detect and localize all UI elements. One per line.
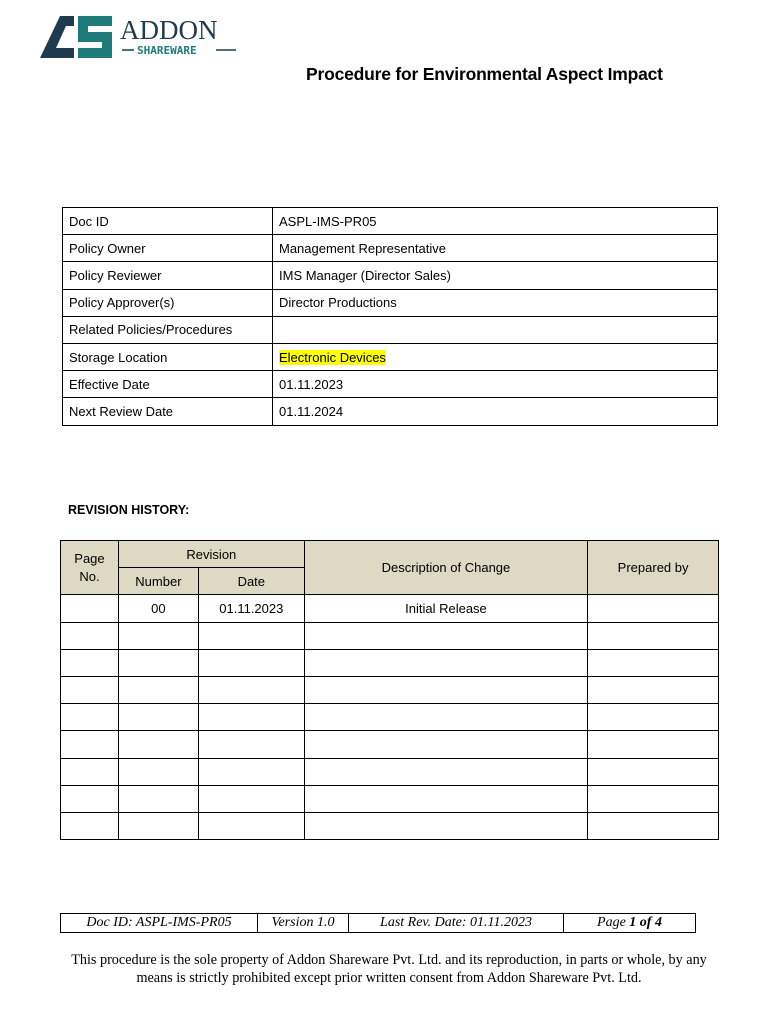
revision-cell-date	[198, 676, 304, 703]
revision-cell-page	[61, 812, 119, 839]
revision-cell-page	[61, 676, 119, 703]
revision-cell-page	[61, 622, 119, 649]
revision-cell-prepared-by	[588, 622, 719, 649]
revision-cell-prepared-by	[588, 731, 719, 758]
svg-text:SHAREWARE: SHAREWARE	[137, 44, 197, 57]
footer-page-of: of	[636, 915, 655, 930]
doc-info-row	[63, 371, 718, 398]
doc-info-label: Storage Location	[63, 343, 273, 370]
revision-cell-prepared-by	[588, 812, 719, 839]
revision-cell-number	[118, 731, 198, 758]
doc-info-label: Policy Reviewer	[63, 262, 273, 289]
doc-info-value	[273, 343, 718, 370]
revision-cell-description	[304, 758, 587, 785]
header-number: Number	[118, 568, 198, 595]
header-prepared-by: Prepared by	[588, 541, 719, 595]
revision-cell-page	[61, 758, 119, 785]
revision-cell-description	[304, 676, 587, 703]
doc-info-label: Next Review Date	[63, 398, 273, 425]
doc-info-row	[63, 316, 718, 343]
table-row	[61, 622, 719, 649]
revision-cell-number	[118, 812, 198, 839]
doc-info-label: Effective Date	[63, 371, 273, 398]
table-row	[61, 676, 719, 703]
footer-page-current: 1	[629, 915, 637, 930]
revision-cell-description	[304, 622, 587, 649]
table-row	[61, 785, 719, 812]
doc-info-row	[63, 343, 718, 370]
footer-version: Version 1.0	[258, 914, 349, 933]
addon-shareware-logo-icon	[38, 12, 248, 62]
revision-history-table	[60, 540, 719, 840]
doc-info-label: Policy Owner	[63, 235, 273, 262]
document-info-table	[62, 207, 718, 426]
revision-cell-prepared-by	[588, 649, 719, 676]
revision-cell-page	[61, 785, 119, 812]
doc-info-value: Director Productions	[273, 289, 718, 316]
revision-cell-number	[118, 758, 198, 785]
table-row	[61, 812, 719, 839]
revision-cell-description	[304, 812, 587, 839]
revision-cell-page	[61, 704, 119, 731]
footer-page-prefix: Page	[597, 915, 630, 930]
doc-info-row	[63, 208, 718, 235]
revision-cell-number	[118, 785, 198, 812]
table-row	[61, 704, 719, 731]
revision-cell-date	[198, 758, 304, 785]
revision-cell-date	[198, 785, 304, 812]
revision-cell-number	[118, 622, 198, 649]
revision-cell-date	[198, 649, 304, 676]
footer-page-total: 4	[654, 915, 662, 930]
doc-info-label: Related Policies/Procedures	[63, 316, 273, 343]
revision-cell-description: Initial Release	[304, 595, 587, 622]
revision-cell-description	[304, 649, 587, 676]
header-description: Description of Change	[304, 541, 587, 595]
revision-cell-prepared-by	[588, 595, 719, 622]
highlighted-value: Electronic Devices	[279, 349, 386, 365]
footer-info-table	[60, 913, 696, 933]
header-date: Date	[198, 568, 304, 595]
header-revision: Revision	[118, 541, 304, 568]
revision-cell-prepared-by	[588, 704, 719, 731]
footer-confidentiality-note: This procedure is the sole property of Addon Shareware Pvt. Ltd. and its reproduction, in parts or whole, by any means is strictly prohibited except prior written consent from Addon Shareware Pvt. Ltd.	[71, 952, 707, 986]
footer-doc-id: Doc ID: ASPL-IMS-PR05	[61, 914, 258, 933]
doc-info-value: ASPL-IMS-PR05	[273, 208, 718, 235]
revision-cell-number	[118, 704, 198, 731]
revision-cell-page	[61, 595, 119, 622]
svg-text:ADDON: ADDON	[120, 15, 218, 45]
revision-cell-date	[198, 812, 304, 839]
doc-info-row	[63, 262, 718, 289]
revision-cell-number: 00	[118, 595, 198, 622]
footer-last-rev: Last Rev. Date: 01.11.2023	[349, 914, 564, 933]
revision-cell-prepared-by	[588, 758, 719, 785]
revision-header-row	[61, 541, 719, 568]
table-row	[61, 595, 719, 622]
revision-cell-page	[61, 731, 119, 758]
revision-cell-description	[304, 785, 587, 812]
revision-cell-number	[118, 676, 198, 703]
revision-cell-description	[304, 704, 587, 731]
header-page-no: Page No.	[61, 541, 119, 595]
doc-info-value: 01.11.2024	[273, 398, 718, 425]
table-row	[61, 649, 719, 676]
doc-info-value: IMS Manager (Director Sales)	[273, 262, 718, 289]
revision-history-heading: REVISION HISTORY:	[68, 503, 190, 517]
doc-info-row	[63, 289, 718, 316]
revision-cell-number	[118, 649, 198, 676]
doc-info-row	[63, 235, 718, 262]
company-logo	[38, 12, 248, 62]
doc-info-value: 01.11.2023	[273, 371, 718, 398]
table-row	[61, 731, 719, 758]
revision-cell-description	[304, 731, 587, 758]
revision-cell-date	[198, 622, 304, 649]
revision-cell-prepared-by	[588, 785, 719, 812]
revision-cell-page	[61, 649, 119, 676]
doc-info-label: Policy Approver(s)	[63, 289, 273, 316]
doc-info-value	[273, 316, 718, 343]
page-title: Procedure for Environmental Aspect Impact	[306, 64, 663, 84]
revision-cell-date	[198, 731, 304, 758]
doc-info-row	[63, 398, 718, 425]
revision-cell-date	[198, 704, 304, 731]
footer-page-number	[564, 914, 696, 933]
doc-info-label: Doc ID	[63, 208, 273, 235]
revision-cell-date: 01.11.2023	[198, 595, 304, 622]
table-row	[61, 758, 719, 785]
doc-info-value: Management Representative	[273, 235, 718, 262]
revision-cell-prepared-by	[588, 676, 719, 703]
